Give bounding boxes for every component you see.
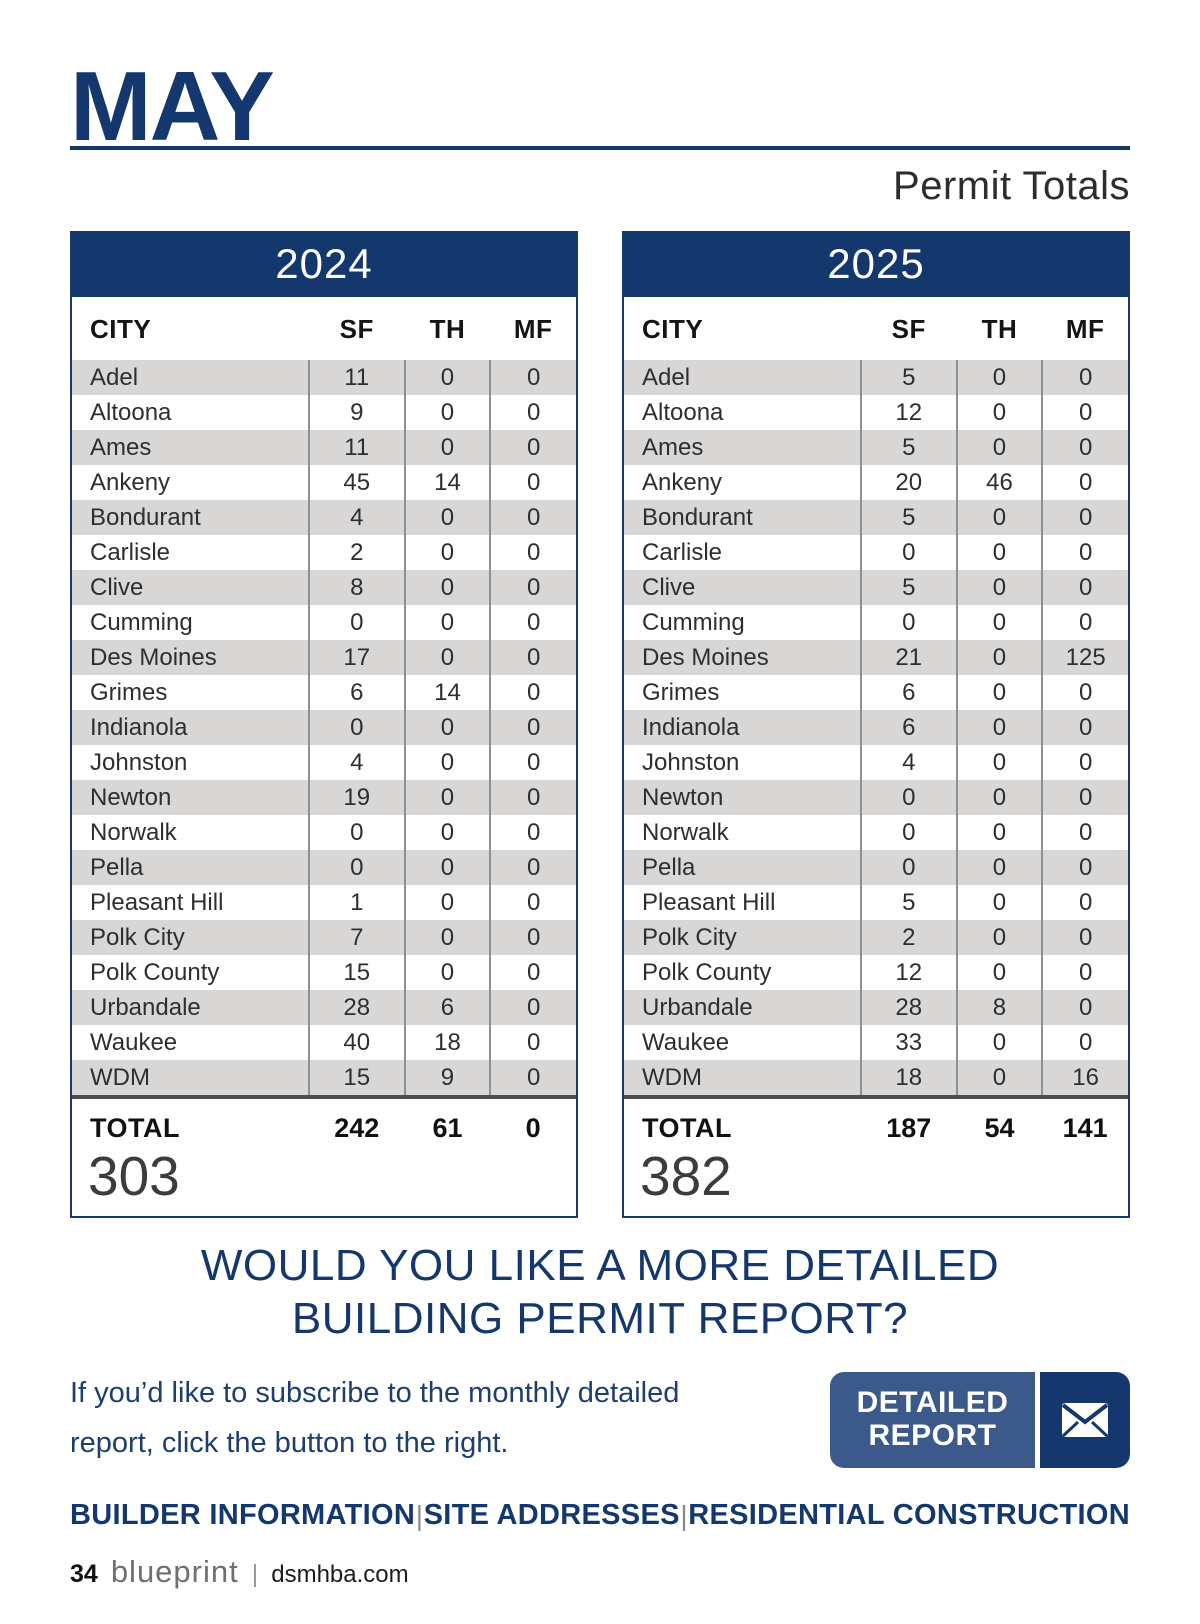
th-cell: 0 [957, 395, 1043, 430]
table-row [624, 815, 1128, 850]
total-sf: 242 [334, 1113, 380, 1144]
total-mf: 141 [1062, 1113, 1108, 1144]
mf-cell: 0 [1042, 710, 1128, 745]
mf-cell: 0 [1042, 535, 1128, 570]
mf-cell: 0 [490, 535, 576, 570]
city-cell: Clive [642, 573, 696, 601]
sf-cell: 6 [861, 675, 957, 710]
mf-cell: 0 [490, 745, 576, 780]
th-cell: 0 [405, 920, 491, 955]
city-cell: Norwalk [90, 818, 177, 846]
city-cell: Johnston [642, 748, 740, 776]
permit-data-table [72, 297, 576, 1095]
total-sf: 187 [886, 1113, 932, 1144]
table-row [72, 920, 576, 955]
city-cell: Polk County [642, 958, 772, 986]
month-title: MAY [70, 51, 273, 161]
cta-body-line2: report, click the button to the right. [70, 1427, 509, 1460]
th-cell: 0 [405, 955, 491, 990]
city-cell: Pella [90, 853, 144, 881]
sf-cell: 28 [861, 990, 957, 1025]
sf-cell: 7 [309, 920, 405, 955]
city-cell: Bondurant [90, 503, 201, 531]
table-row [72, 360, 576, 395]
mf-cell: 0 [1042, 605, 1128, 640]
envelope-icon [1040, 1372, 1130, 1468]
sf-cell: 8 [309, 570, 405, 605]
th-cell: 0 [957, 640, 1043, 675]
city-cell: Urbandale [90, 993, 201, 1021]
sf-cell: 17 [309, 640, 405, 675]
th-cell: 8 [957, 990, 1043, 1025]
city-cell: Waukee [90, 1028, 178, 1056]
column-header-sf: SF [891, 314, 926, 345]
th-cell: 0 [957, 1060, 1043, 1095]
th-cell: 0 [405, 500, 491, 535]
mf-cell: 0 [490, 605, 576, 640]
th-cell: 14 [405, 675, 491, 710]
th-cell: 0 [405, 815, 491, 850]
mf-cell: 0 [1042, 745, 1128, 780]
footer-separator: | [680, 1499, 688, 1531]
mf-cell: 0 [1042, 990, 1128, 1025]
column-header-mf: MF [1065, 314, 1105, 345]
sf-cell: 28 [309, 990, 405, 1025]
sf-cell: 0 [309, 815, 405, 850]
table-row [72, 675, 576, 710]
sf-cell: 11 [309, 430, 405, 465]
city-cell: Cumming [642, 608, 745, 636]
table-row [72, 710, 576, 745]
mf-cell: 0 [1042, 815, 1128, 850]
sf-cell: 0 [309, 850, 405, 885]
sf-cell: 5 [861, 885, 957, 920]
mf-cell: 0 [1042, 885, 1128, 920]
table-row [624, 955, 1128, 990]
page-subtitle: Permit Totals [893, 164, 1130, 209]
permit-table-2025 [622, 231, 1130, 1218]
mf-cell: 0 [490, 955, 576, 990]
total-th: 54 [984, 1113, 1015, 1144]
mf-cell: 0 [490, 465, 576, 500]
table-row [624, 885, 1128, 920]
th-cell: 0 [405, 850, 491, 885]
footer-separator: | [415, 1499, 423, 1531]
city-cell: Des Moines [642, 643, 769, 671]
th-cell: 0 [957, 815, 1043, 850]
city-cell: Polk City [642, 923, 737, 951]
table-row [624, 745, 1128, 780]
table-row [624, 850, 1128, 885]
sf-cell: 15 [309, 1060, 405, 1095]
mf-cell: 0 [1042, 1025, 1128, 1060]
th-cell: 0 [957, 500, 1043, 535]
sf-cell: 1 [309, 885, 405, 920]
mf-cell: 0 [490, 885, 576, 920]
city-cell: Polk County [90, 958, 220, 986]
column-header-row [72, 297, 576, 360]
mf-cell: 0 [1042, 850, 1128, 885]
table-row [624, 430, 1128, 465]
table-row [72, 850, 576, 885]
mf-cell: 0 [490, 780, 576, 815]
mf-cell: 0 [490, 360, 576, 395]
th-cell: 18 [405, 1025, 491, 1060]
table-row [624, 1025, 1128, 1060]
sf-cell: 4 [309, 500, 405, 535]
th-cell: 0 [957, 955, 1043, 990]
table-row [72, 745, 576, 780]
total-label: TOTAL [90, 1113, 180, 1144]
column-header-sf: SF [339, 314, 374, 345]
sf-cell: 19 [309, 780, 405, 815]
th-cell: 46 [957, 465, 1043, 500]
table-row [624, 570, 1128, 605]
table-row [624, 360, 1128, 395]
sf-cell: 0 [861, 850, 957, 885]
sf-cell: 40 [309, 1025, 405, 1060]
sf-cell: 0 [861, 535, 957, 570]
table-row [72, 1060, 576, 1095]
th-cell: 0 [957, 780, 1043, 815]
detailed-report-button-label [830, 1372, 1040, 1468]
th-cell: 0 [405, 430, 491, 465]
sf-cell: 4 [861, 745, 957, 780]
permit-tables [70, 231, 1130, 1218]
sf-cell: 0 [861, 815, 957, 850]
table-row [72, 395, 576, 430]
mf-cell: 0 [490, 640, 576, 675]
table-row [72, 885, 576, 920]
city-cell: Altoona [642, 398, 724, 426]
page-number: 34 [70, 1560, 98, 1589]
sf-cell: 11 [309, 360, 405, 395]
city-cell: Pella [642, 853, 696, 881]
mf-cell: 0 [490, 430, 576, 465]
table-row [72, 535, 576, 570]
table-row [624, 990, 1128, 1025]
city-cell: Des Moines [90, 643, 217, 671]
total-label: TOTAL [642, 1113, 732, 1144]
mf-cell: 16 [1042, 1060, 1128, 1095]
website-link[interactable]: dsmhba.com [271, 1561, 409, 1589]
mf-cell: 0 [1042, 955, 1128, 990]
cta-body-line1: If you’d like to subscribe to the monthly detailed [70, 1376, 680, 1409]
th-cell: 0 [405, 710, 491, 745]
mf-cell: 0 [1042, 920, 1128, 955]
th-cell: 0 [957, 1025, 1043, 1060]
table-row [72, 1025, 576, 1060]
cta-body-text [70, 1368, 679, 1470]
table-row [72, 990, 576, 1025]
table-row [72, 465, 576, 500]
total-section-2025 [624, 1095, 1128, 1216]
sf-cell: 0 [861, 605, 957, 640]
sf-cell: 4 [309, 745, 405, 780]
city-cell: Pleasant Hill [642, 888, 776, 916]
mf-cell: 0 [1042, 570, 1128, 605]
cta-heading-line1: WOULD YOU LIKE A MORE DETAILED [200, 1241, 1000, 1291]
sf-cell: 2 [861, 920, 957, 955]
column-header-city: CITY [642, 314, 704, 345]
grand-total: 382 [640, 1145, 732, 1208]
table-row [72, 570, 576, 605]
mf-cell: 0 [1042, 780, 1128, 815]
table-row [624, 1060, 1128, 1095]
mf-cell: 0 [490, 395, 576, 430]
table-row [624, 605, 1128, 640]
year-header-2024: 2024 [72, 233, 576, 297]
mf-cell: 0 [490, 570, 576, 605]
button-label-line1: DETAILED [856, 1386, 1009, 1420]
table-row [624, 780, 1128, 815]
city-cell: Ankeny [642, 468, 723, 496]
page [0, 51, 1200, 1624]
mf-cell: 0 [490, 990, 576, 1025]
th-cell: 0 [957, 360, 1043, 395]
city-cell: Polk City [90, 923, 185, 951]
th-cell: 0 [957, 745, 1043, 780]
city-cell: Indianola [642, 713, 740, 741]
sf-cell: 0 [309, 710, 405, 745]
sf-cell: 21 [861, 640, 957, 675]
th-cell: 0 [957, 430, 1043, 465]
th-cell: 0 [957, 850, 1043, 885]
sf-cell: 33 [861, 1025, 957, 1060]
brand-line [70, 1554, 1130, 1590]
table-row [72, 605, 576, 640]
th-cell: 9 [405, 1060, 491, 1095]
total-section-2024 [72, 1095, 576, 1216]
sf-cell: 5 [861, 570, 957, 605]
th-cell: 0 [405, 360, 491, 395]
table-row [624, 920, 1128, 955]
th-cell: 0 [405, 605, 491, 640]
sf-cell: 18 [861, 1060, 957, 1095]
permit-data-table [624, 297, 1128, 1095]
sf-cell: 0 [861, 780, 957, 815]
city-cell: WDM [90, 1063, 150, 1091]
mf-cell: 0 [490, 675, 576, 710]
footer-link-builder-information[interactable]: BUILDER INFORMATION [70, 1499, 416, 1532]
total-th: 61 [432, 1113, 463, 1144]
city-cell: Adel [642, 363, 691, 391]
table-row [72, 955, 576, 990]
city-cell: Grimes [642, 678, 720, 706]
table-row [624, 465, 1128, 500]
sf-cell: 6 [309, 675, 405, 710]
city-cell: Adel [90, 363, 139, 391]
mf-cell: 0 [490, 1025, 576, 1060]
sf-cell: 0 [309, 605, 405, 640]
mf-cell: 0 [1042, 675, 1128, 710]
table-row [624, 500, 1128, 535]
city-cell: Ankeny [90, 468, 171, 496]
mf-cell: 0 [490, 1060, 576, 1095]
table-row [72, 640, 576, 675]
mf-cell: 0 [490, 850, 576, 885]
th-cell: 0 [957, 885, 1043, 920]
total-mf: 0 [525, 1113, 541, 1144]
city-cell: Indianola [90, 713, 188, 741]
table-row [72, 430, 576, 465]
sf-cell: 12 [861, 395, 957, 430]
city-cell: Ames [90, 433, 152, 461]
column-header-city: CITY [90, 314, 152, 345]
city-cell: Ames [642, 433, 704, 461]
sf-cell: 45 [309, 465, 405, 500]
th-cell: 0 [405, 395, 491, 430]
mf-cell: 0 [1042, 430, 1128, 465]
sf-cell: 12 [861, 955, 957, 990]
year-header-2025: 2025 [624, 233, 1128, 297]
brand-separator: | [251, 1560, 259, 1589]
column-header-th: TH [981, 314, 1018, 345]
mf-cell: 0 [490, 710, 576, 745]
city-cell: Norwalk [642, 818, 729, 846]
table-row [624, 395, 1128, 430]
city-cell: Newton [642, 783, 724, 811]
th-cell: 0 [405, 885, 491, 920]
table-row [72, 780, 576, 815]
month-header-rule [70, 51, 1130, 161]
table-row [72, 815, 576, 850]
footer-link-site-addresses[interactable]: SITE ADDRESSES [423, 1499, 680, 1532]
city-cell: Carlisle [90, 538, 171, 566]
city-cell: Clive [90, 573, 144, 601]
city-cell: Altoona [90, 398, 172, 426]
city-cell: Carlisle [642, 538, 723, 566]
sf-cell: 5 [861, 430, 957, 465]
th-cell: 0 [405, 570, 491, 605]
footer-link-residential-construction[interactable]: RESIDENTIAL CONSTRUCTION [688, 1499, 1130, 1532]
city-cell: Cumming [90, 608, 193, 636]
city-cell: Johnston [90, 748, 188, 776]
table-row [72, 500, 576, 535]
mf-cell: 125 [1042, 640, 1128, 675]
mf-cell: 0 [490, 500, 576, 535]
cta-heading-line2: BUILDING PERMIT REPORT? [291, 1293, 909, 1343]
th-cell: 0 [405, 745, 491, 780]
city-cell: Urbandale [642, 993, 753, 1021]
cta-heading [70, 1240, 1130, 1346]
city-cell: Bondurant [642, 503, 753, 531]
mf-cell: 0 [1042, 395, 1128, 430]
table-row [624, 710, 1128, 745]
table-row [624, 675, 1128, 710]
mf-cell: 0 [490, 815, 576, 850]
mf-cell: 0 [1042, 465, 1128, 500]
city-cell: Waukee [642, 1028, 730, 1056]
detailed-report-button[interactable] [830, 1372, 1130, 1468]
sf-cell: 2 [309, 535, 405, 570]
mf-cell: 0 [1042, 360, 1128, 395]
table-row [624, 535, 1128, 570]
th-cell: 0 [405, 535, 491, 570]
city-cell: WDM [642, 1063, 702, 1091]
sf-cell: 5 [861, 500, 957, 535]
column-header-mf: MF [513, 314, 553, 345]
sf-cell: 9 [309, 395, 405, 430]
th-cell: 0 [405, 640, 491, 675]
grand-total: 303 [88, 1145, 180, 1208]
permit-table-2024 [70, 231, 578, 1218]
th-cell: 6 [405, 990, 491, 1025]
sf-cell: 5 [861, 360, 957, 395]
th-cell: 0 [957, 675, 1043, 710]
column-header-th: TH [429, 314, 466, 345]
th-cell: 0 [957, 605, 1043, 640]
th-cell: 0 [957, 920, 1043, 955]
sf-cell: 20 [861, 465, 957, 500]
sf-cell: 15 [309, 955, 405, 990]
table-row [624, 640, 1128, 675]
th-cell: 0 [957, 535, 1043, 570]
city-cell: Grimes [90, 678, 168, 706]
city-cell: Pleasant Hill [90, 888, 224, 916]
brand-logo: blueprint [110, 1554, 239, 1590]
th-cell: 14 [405, 465, 491, 500]
mf-cell: 0 [490, 920, 576, 955]
th-cell: 0 [957, 710, 1043, 745]
th-cell: 0 [405, 780, 491, 815]
column-header-row [624, 297, 1128, 360]
footer-nav [70, 1499, 1130, 1532]
button-label-line2: REPORT [868, 1418, 997, 1452]
mf-cell: 0 [1042, 500, 1128, 535]
th-cell: 0 [957, 570, 1043, 605]
sf-cell: 6 [861, 710, 957, 745]
city-cell: Newton [90, 783, 172, 811]
